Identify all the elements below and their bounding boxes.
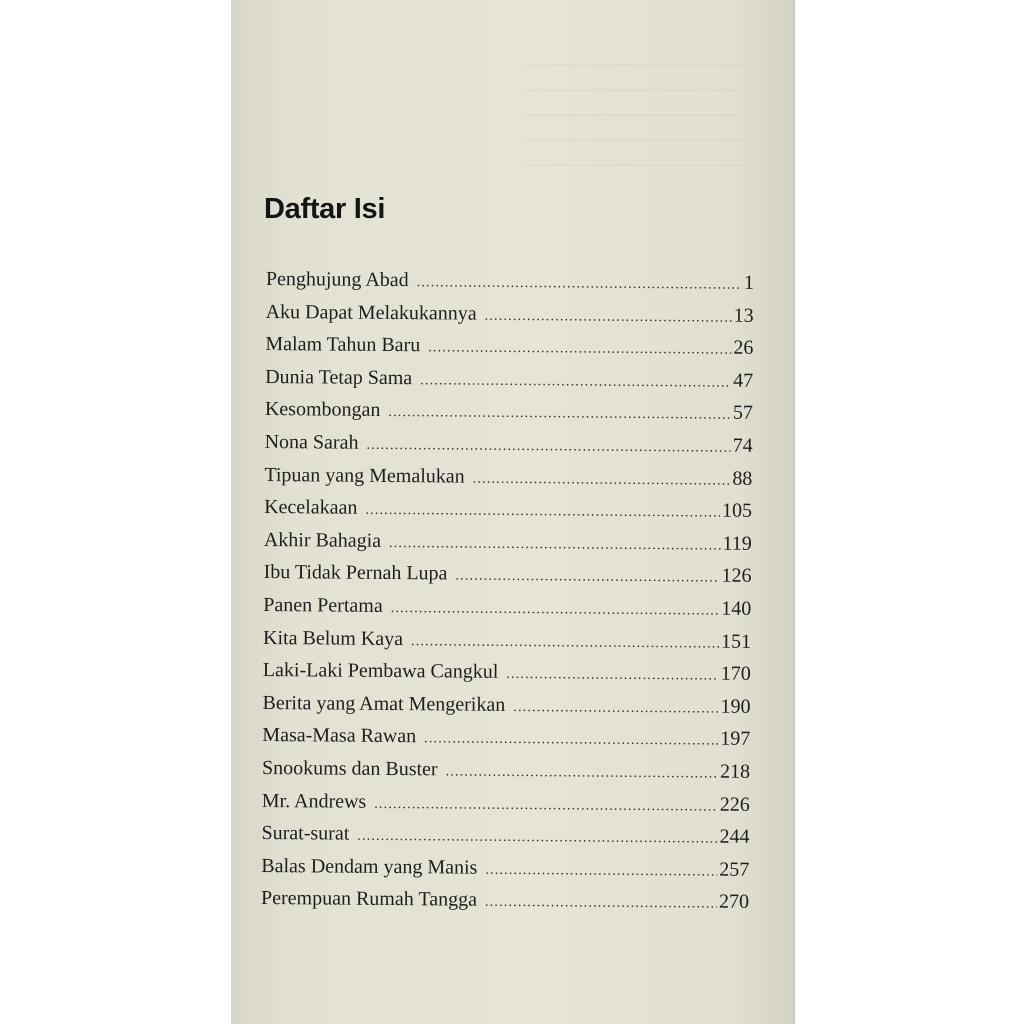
toc-entry: [262, 757, 750, 793]
toc-entry-title: Ibu Tidak Pernah Lupa: [263, 561, 448, 585]
toc-entry-page-number: 270: [718, 890, 750, 914]
table-of-contents: [261, 268, 754, 924]
toc-entry: [264, 496, 752, 532]
toc-entry-title: Malam Tahun Baru: [265, 333, 421, 357]
page-title: Daftar Isi: [264, 193, 386, 225]
dot-leader: [446, 764, 719, 782]
toc-entry-page-number: 88: [732, 467, 753, 490]
toc-entry: [261, 822, 749, 858]
toc-entry: [262, 789, 750, 825]
toc-entry-page-number: 57: [732, 402, 753, 425]
dot-leader: [417, 275, 742, 294]
toc-entry-page-number: 1: [743, 271, 754, 294]
toc-entry-title: Mr. Andrews: [261, 789, 367, 813]
toc-entry: [262, 692, 750, 728]
toc-entry: [263, 659, 751, 695]
toc-entry-page-number: 151: [720, 630, 752, 653]
toc-entry-page-number: 74: [732, 434, 753, 457]
toc-entry: [265, 398, 753, 434]
dot-leader: [485, 862, 717, 880]
dot-leader: [411, 634, 719, 652]
dot-leader: [357, 829, 717, 848]
dot-leader: [424, 732, 718, 750]
toc-entry: [264, 529, 752, 565]
dot-leader: [473, 471, 731, 489]
dot-leader: [513, 700, 718, 718]
toc-entry-title: Masa-Masa Rawan: [262, 724, 417, 748]
dot-leader: [455, 569, 719, 587]
toc-entry-title: Aku Dapat Melakukannya: [265, 300, 477, 325]
toc-entry-page-number: 244: [719, 825, 750, 848]
toc-entry: [264, 431, 752, 467]
dot-leader: [389, 536, 721, 555]
toc-entry: [264, 464, 752, 500]
toc-entry-title: Penghujung Abad: [265, 268, 409, 292]
toc-entry-page-number: 257: [719, 858, 750, 881]
toc-entry-title: Perempuan Rumah Tangga: [260, 887, 478, 911]
toc-entry-page-number: 47: [733, 369, 754, 392]
toc-entry-page-number: 226: [719, 793, 750, 816]
dot-leader: [365, 503, 720, 522]
toc-entry-title: Panen Pertama: [263, 593, 383, 617]
toc-entry-title: Nona Sarah: [264, 430, 359, 454]
dot-leader: [374, 796, 718, 815]
toc-entry: [263, 594, 751, 630]
dot-leader: [366, 438, 730, 457]
toc-entry-page-number: 190: [720, 695, 751, 718]
toc-entry-page-number: 105: [722, 499, 753, 522]
toc-entry: [266, 268, 754, 304]
dot-leader: [506, 667, 719, 685]
toc-entry-title: Kecelakaan: [264, 496, 358, 519]
toc-entry-title: Akhir Bahagia: [263, 528, 382, 552]
toc-entry-title: Surat-surat: [261, 822, 350, 845]
toc-entry: [263, 561, 751, 597]
toc-entry: [262, 724, 750, 760]
toc-entry: [261, 887, 749, 923]
toc-entry: [261, 855, 749, 891]
toc-entry: [263, 627, 751, 663]
toc-entry-page-number: 218: [719, 760, 751, 783]
toc-entry-title: Kesombongan: [264, 398, 381, 422]
toc-entry-title: Snookums dan Buster: [261, 756, 438, 781]
toc-entry-page-number: 26: [733, 336, 754, 360]
dot-leader: [388, 405, 731, 424]
toc-entry-title: Kita Belum Kaya: [263, 626, 404, 650]
dot-leader: [485, 895, 717, 913]
toc-entry-page-number: 197: [720, 727, 751, 751]
toc-entry-title: Dunia Tetap Sama: [265, 365, 413, 389]
toc-entry-title: Tipuan yang Memalukan: [264, 463, 465, 488]
dot-leader: [420, 373, 731, 391]
toc-entry-title: Berita yang Amat Mengerikan: [262, 691, 506, 716]
dot-leader: [428, 340, 731, 358]
toc-entry-title: Laki-Laki Pembawa Cangkul: [262, 659, 499, 683]
toc-entry: [265, 333, 753, 369]
toc-entry-page-number: 170: [720, 662, 751, 685]
dot-leader: [391, 601, 720, 620]
toc-entry-page-number: 126: [721, 564, 752, 588]
toc-entry-page-number: 13: [733, 304, 754, 327]
toc-entry-page-number: 140: [721, 597, 752, 620]
page-edge: [793, 0, 795, 1024]
toc-entry-title: Balas Dendam yang Manis: [261, 854, 478, 879]
toc-entry: [265, 366, 753, 402]
toc-entry: [265, 301, 753, 337]
dot-leader: [485, 308, 732, 326]
toc-entry-page-number: 119: [722, 532, 752, 555]
